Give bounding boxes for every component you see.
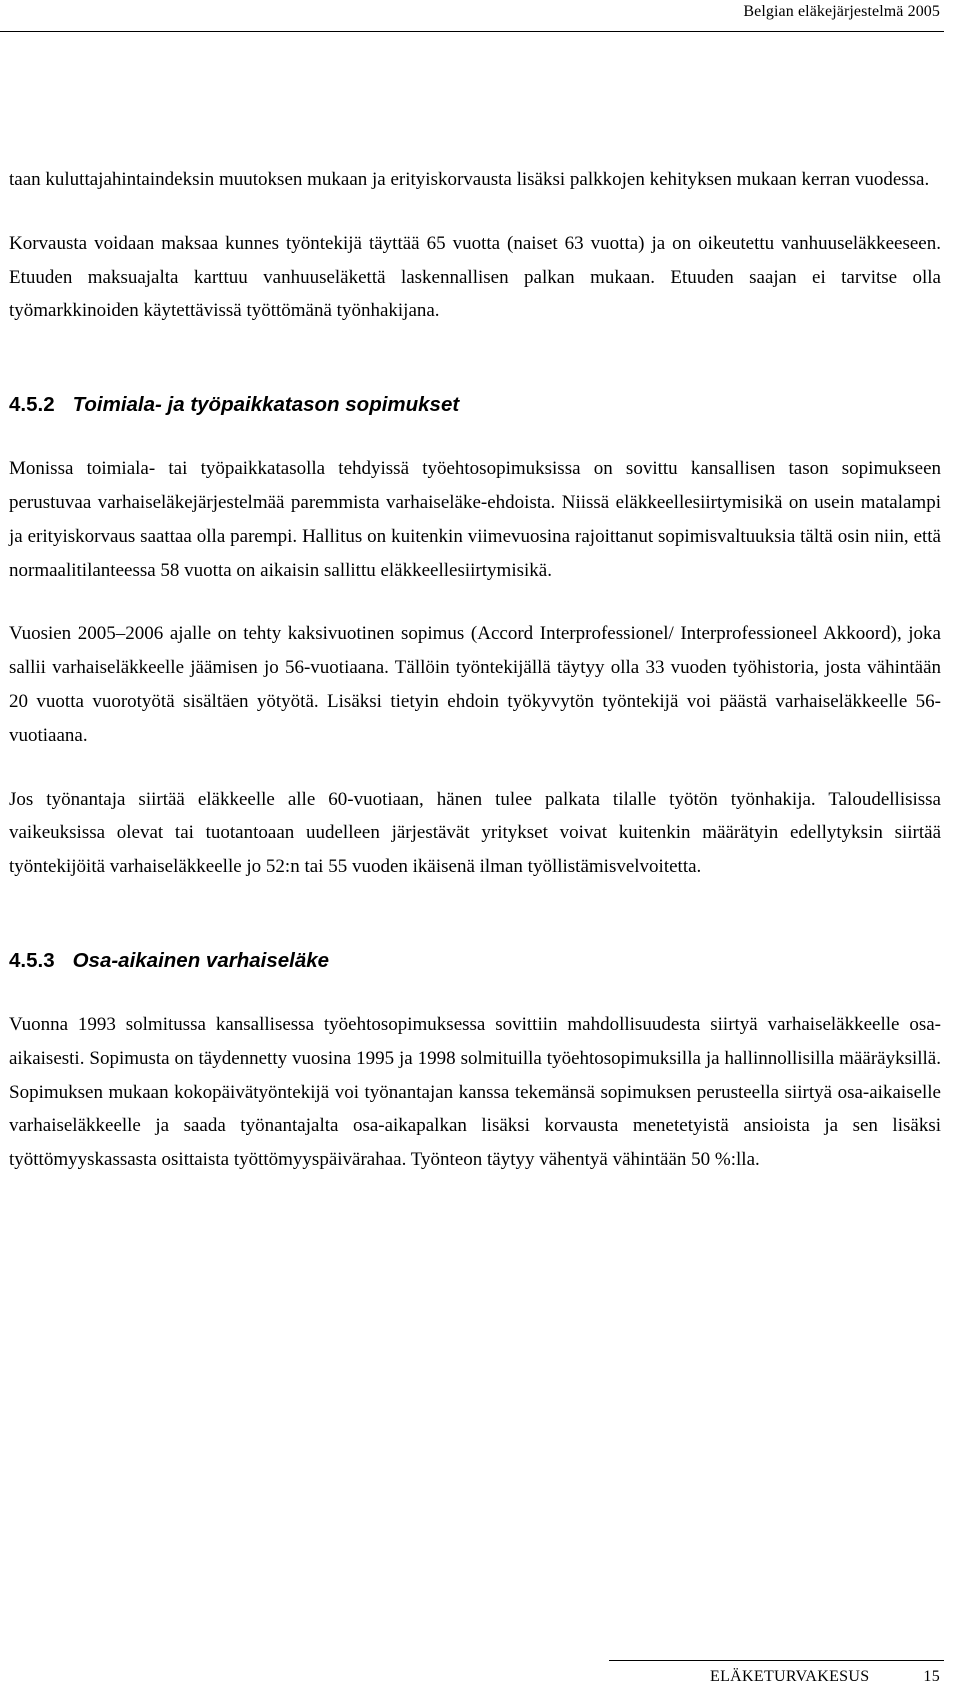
paragraph-spacing bbox=[9, 587, 941, 617]
page-footer bbox=[710, 1668, 940, 1686]
section-spacing bbox=[9, 884, 941, 944]
page-body bbox=[9, 163, 941, 1177]
section-title: Toimiala- ja työpaikkatason sopimukset bbox=[72, 393, 460, 417]
paragraph-spacing bbox=[9, 197, 941, 227]
section-spacing bbox=[9, 328, 941, 388]
paragraph: Vuosien 2005–2006 ajalle on tehty kaksivuotinen sopimus (Accord Interprofessionel/ Interprofessioneel Akkoord), joka sallii varhaiseläkkeelle jäämisen jo 56-vuotiaana. Tällöin työntekijällä täytyy olla 33 vuoden työhistoria, josta vähintään 20 vuotta vuorotyötä sisältäen yötyötä. Lisäksi tietyin ehdoin työkyvytön työntekijä voi päästä varhaiseläkkeelle 56-vuotiaana. bbox=[9, 623, 941, 746]
paragraph-spacing bbox=[9, 422, 941, 452]
paragraph-spacing bbox=[9, 753, 941, 783]
page-number: 15 bbox=[923, 1668, 940, 1685]
footer-rule bbox=[609, 1660, 944, 1661]
running-header: Belgian eläkejärjestelmä 2005 bbox=[743, 3, 940, 20]
section-heading-4-5-3 bbox=[9, 944, 941, 978]
paragraph: Korvausta voidaan maksaa kunnes työntekijä täyttää 65 vuotta (naiset 63 vuotta) ja on oikeutettu vanhuuseläkkeeseen. Etuuden maksuajalta karttuu vanhuuseläkettä laskennallisen palkan mukaan. Etuuden saajan ei tarvitse olla työmarkkinoiden käytettävissä työttömänä työnhakijana. bbox=[9, 232, 941, 322]
paragraph-spacing bbox=[9, 978, 941, 1008]
section-number: 4.5.3 bbox=[9, 948, 55, 972]
paragraph: taan kuluttajahintaindeksin muutoksen mukaan ja erityiskorvausta lisäksi palkkojen kehityksen mukaan kerran vuodessa. bbox=[9, 169, 930, 190]
paragraph: Vuonna 1993 solmitussa kansallisessa työehtosopimuksessa sovittiin mahdollisuudesta siirtyä varhaiseläkkeelle osa-aikaisesti. Sopimusta on täydennetty vuosina 1995 ja 1998 solmituilla työehtosopimuksilla ja hallinnollisilla määräyksillä. Sopimuksen mukaan kokopäivätyöntekijä voi työnantajan kanssa tekemänsä sopimuksen perusteella siirtyä osa-aikaiselle varhaiseläkkeelle ja saada työnantajalta osa-aikapalkan lisäksi korvausta menetetyistä ansioista ja sen lisäksi työttömyyskassasta osittaista työttömyyspäivärahaa. Työnteon täytyy vähentyä vähintään 50 %:lla. bbox=[9, 1013, 941, 1171]
paragraph: Monissa toimiala- tai työpaikkatasolla tehdyissä työehtosopimuksissa on sovittu kansallisen tason sopimukseen perustuvaa varhaiseläkejärjestelmää paremmista varhaiseläke-ehdoista. Niissä eläkkeellesiirtymisikä on usein matalampi ja erityiskorvaus saattaa olla parempi. Hallitus on kuitenkin viimevuosina rajoittanut sopimisvaltuuksia tältä osin niin, että normaalitilanteessa 58 vuotta on aikaisin sallittu eläkkeellesiirtymisikä. bbox=[9, 458, 941, 581]
section-title: Osa-aikainen varhaiseläke bbox=[72, 948, 330, 972]
paragraph: Jos työnantaja siirtää eläkkeelle alle 60-vuotiaan, hänen tulee palkata tilalle työtön työnhakija. Taloudellisissa vaikeuksissa olevat tai tuotantoaan uudelleen järjestävät yritykset voivat kuitenkin määrätyin edellytyksin siirtää työntekijöitä varhaiseläkkeelle jo 52:n tai 55 vuoden ikäisenä ilman työllistämisvelvoitetta. bbox=[9, 788, 941, 878]
header-rule bbox=[0, 31, 944, 32]
footer-publisher: ELÄKETURVAKESUS bbox=[710, 1668, 870, 1685]
section-number: 4.5.2 bbox=[9, 393, 55, 417]
section-heading-4-5-2 bbox=[9, 388, 941, 422]
